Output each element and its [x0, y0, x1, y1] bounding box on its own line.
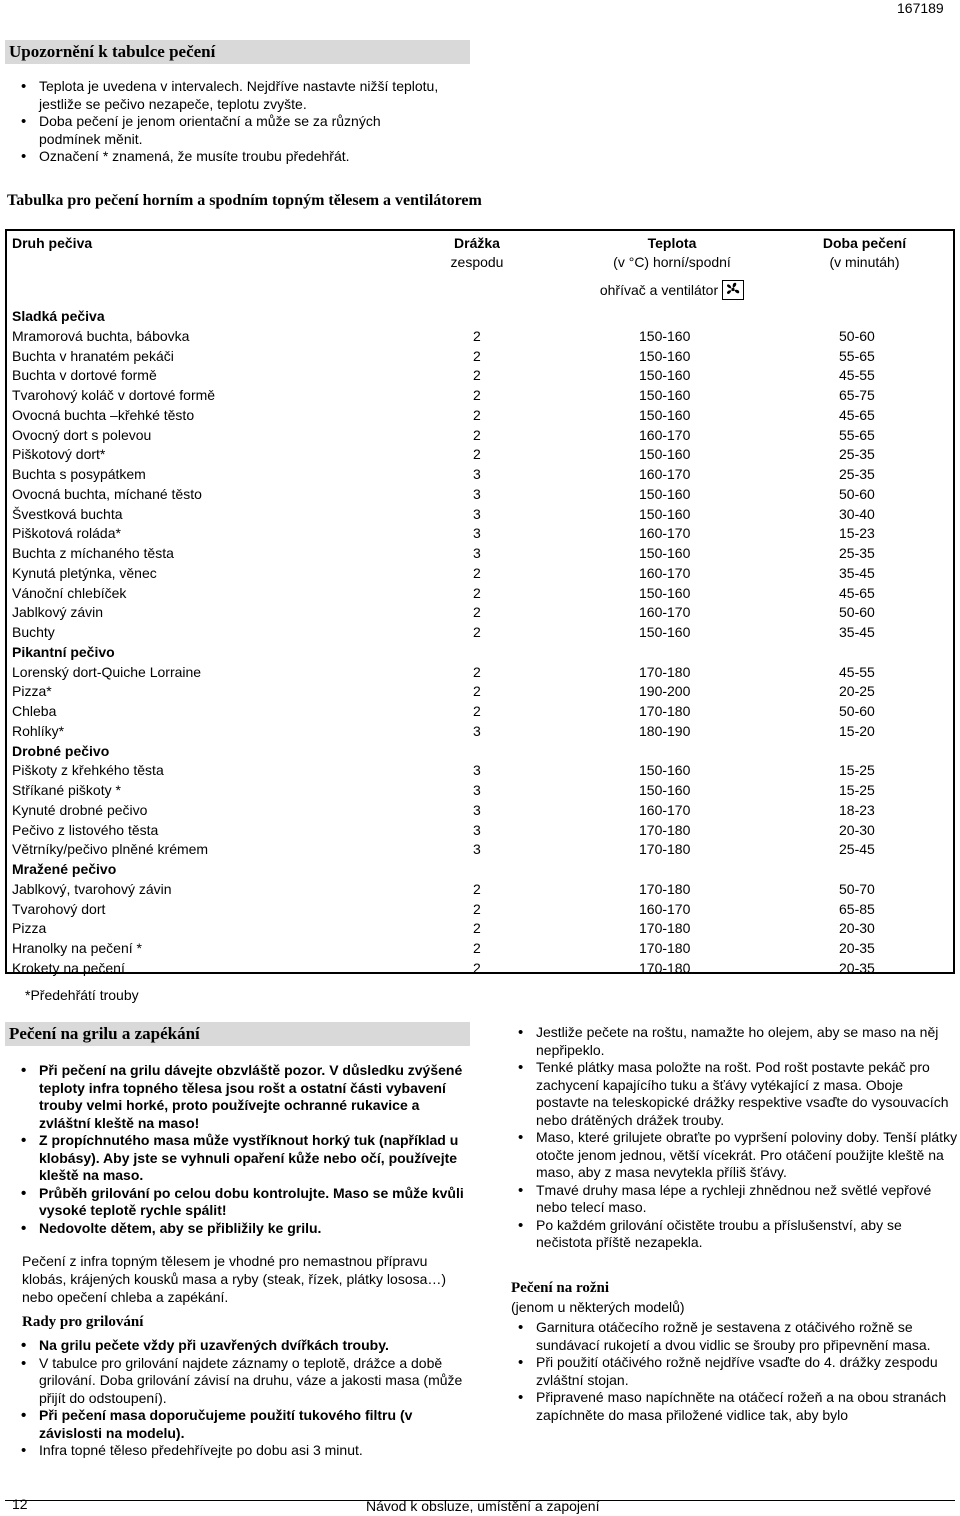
- grill-warning-item: • Nedovolte dětem, aby se přibližily ke grilu.: [5, 1220, 467, 1238]
- cell-temp: 150-160: [639, 387, 691, 403]
- table-row: [7, 919, 953, 939]
- cell-name: Buchta s posypátkem: [12, 466, 146, 482]
- cell-temp: 150-160: [639, 446, 691, 463]
- cell-temp: 150-160: [639, 327, 691, 344]
- cell-time: 15-25: [839, 762, 875, 779]
- cell-name: Chleba: [12, 703, 57, 719]
- table-row: [7, 623, 953, 643]
- cell-time: 45-55: [839, 367, 875, 384]
- table-row: [7, 327, 953, 347]
- header-time-label: Doba pečení: [822, 235, 907, 251]
- grill-warning-item: • Z propíchnutého masa může vystříknout horký tuk (například u klobásy). Aby jste se vyhnuli opaření kůže nebo očí, používejte kleště na maso.: [5, 1132, 467, 1185]
- cell-name: Jablkový závin: [12, 604, 104, 621]
- cell-name: Drobné pečivo: [12, 742, 110, 759]
- grill-advice-title: Rady pro grilování: [22, 1314, 144, 1330]
- cell-name: Mražené pečivo: [12, 861, 117, 877]
- cell-name: Větrníky/pečivo plněné krémem: [12, 841, 209, 858]
- table-category-row: [7, 860, 953, 880]
- cell-slot: 2: [473, 880, 481, 897]
- cell-name: Krokety na pečení: [12, 959, 125, 976]
- cell-name: Ovocná buchta, míchané těsto: [12, 485, 202, 502]
- table-row: [7, 386, 953, 406]
- table-row: [7, 682, 953, 702]
- note-item: • Teplota je uvedena v intervalech. Nejdříve nastavte nižší teplotu, jestliže se pečivo nezapeče, teplotu zvyšte.: [5, 78, 445, 113]
- cell-slot: 3: [473, 821, 481, 838]
- cell-slot: 3: [473, 841, 481, 858]
- grill-paragraph: Pečení z infra topným tělesem je vhodné pro nemastnou přípravu klobás, krájených kousků masa a ryby (steak, řízek, plátky lososa…) nebo opečení chleba a zapékání.: [22, 1253, 447, 1305]
- cell-time: 25-35: [839, 446, 875, 463]
- cell-time: 50-60: [839, 604, 875, 621]
- table-row: [7, 505, 953, 525]
- cell-time: 45-65: [839, 584, 875, 601]
- grill-advice-list: [5, 1337, 469, 1460]
- table-header: [7, 231, 953, 307]
- cell-temp: 160-170: [639, 466, 691, 482]
- cell-name: Mramorová buchta, bábovka: [12, 327, 190, 344]
- table-row: [7, 722, 953, 742]
- table-row: [7, 564, 953, 584]
- cell-slot: 2: [473, 327, 481, 344]
- table-row: [7, 702, 953, 722]
- cell-slot: 2: [473, 663, 481, 680]
- rotisserie-list: [502, 1319, 958, 1424]
- cell-temp: 160-170: [639, 564, 691, 581]
- cell-time: 20-30: [839, 920, 875, 937]
- grill-advice-item: • Infra topné těleso předehřívejte po dobu asi 3 minut.: [5, 1442, 469, 1460]
- cell-time: 15-20: [839, 722, 875, 739]
- grill-warnings: [5, 1062, 467, 1237]
- table-row: [7, 663, 953, 683]
- cell-slot: 2: [473, 387, 481, 403]
- cell-temp: 160-170: [639, 604, 691, 621]
- cell-name: Vánoční chlebíček: [12, 584, 127, 601]
- table-row: [7, 366, 953, 386]
- cell-time: 50-60: [839, 327, 875, 344]
- cell-time: 15-25: [839, 782, 875, 798]
- header-temp: [577, 234, 767, 300]
- table-row: [7, 406, 953, 426]
- cell-temp: 150-160: [639, 406, 691, 423]
- cell-slot: 3: [473, 801, 481, 818]
- cell-slot: 2: [473, 446, 481, 463]
- cell-temp: 180-190: [639, 722, 691, 739]
- cell-time: 65-75: [839, 387, 875, 403]
- preheat-note: *Předehřátí trouby: [25, 987, 139, 1003]
- table-body: [7, 307, 953, 979]
- cell-time: 15-23: [839, 525, 875, 542]
- grill-advice-item: • Na grilu pečete vždy při uzavřených dvířkách trouby.: [5, 1337, 469, 1355]
- header-temp-mode: ohřívač a ventilátor: [599, 282, 719, 298]
- grill-tip-item: • Jestliže pečete na roštu, namažte ho olejem, aby se maso na něj nepřipeklo.: [502, 1024, 958, 1059]
- table-category-row: [7, 742, 953, 762]
- cell-slot: 2: [473, 426, 481, 443]
- cell-time: 45-65: [839, 406, 875, 423]
- cell-temp: 150-160: [639, 545, 691, 561]
- grill-tip-item: • Tmavé druhy masa lépe a rychleji zhnědnou než světlé vepřové nebo telecí maso.: [502, 1182, 958, 1217]
- note-item: • Doba pečení je jenom orientační a může se za různých podmínek měnit.: [5, 113, 445, 148]
- cell-time: 50-60: [839, 703, 875, 719]
- cell-temp: 170-180: [639, 703, 691, 719]
- grill-advice-item: • V tabulce pro grilování najdete záznamy o teplotě, drážce a době grilování. Doba grilování závisí na druhu, váze a jakosti masa (může přijít do odstoupení).: [5, 1355, 469, 1408]
- cell-time: 55-65: [839, 347, 875, 364]
- cell-temp: 150-160: [639, 762, 691, 779]
- cell-time: 45-55: [839, 663, 875, 680]
- cell-name: Pizza*: [12, 683, 52, 700]
- table-row: [7, 485, 953, 505]
- header-time-sub: (v minutáh): [829, 254, 900, 270]
- cell-time: 20-35: [839, 959, 875, 976]
- cell-name: Pikantní pečivo: [12, 643, 115, 660]
- cell-temp: 170-180: [639, 841, 691, 858]
- rotisserie-item: • Garnitura otáčecího rožně je sestavena z otáčivého rožně se sundávací rukojetí a dvou vidlic se šrouby pro připevnění masa.: [502, 1319, 958, 1354]
- header-type: Druh pečiva: [12, 235, 93, 251]
- cell-temp: 150-160: [639, 367, 691, 384]
- cell-slot: 3: [473, 762, 481, 779]
- cell-temp: 150-160: [639, 505, 691, 522]
- cell-slot: 3: [473, 525, 481, 542]
- document-id: 167189: [897, 0, 944, 16]
- cell-temp: 150-160: [639, 347, 691, 364]
- cell-name: Kynutá pletýnka, věnec: [12, 564, 157, 581]
- cell-time: 65-85: [839, 900, 875, 917]
- cell-slot: 2: [473, 900, 481, 917]
- cell-temp: 160-170: [639, 426, 691, 443]
- cell-temp: 150-160: [639, 485, 691, 502]
- note-item: • Označení * znamená, že musíte troubu předehřát.: [5, 148, 445, 166]
- grill-tip-item: • Tenké plátky masa položte na rošt. Pod rošt postavte pekáč pro zachycení kapajícího tuku a šťávy vytékající z masa. Oboje postavte na teleskopické drážky respektive vsaďte do vysouvacích nebo drátěných drážek trouby.: [502, 1059, 958, 1129]
- grill-tips-list: [502, 1024, 958, 1252]
- cell-time: 35-45: [839, 624, 875, 640]
- cell-time: 20-30: [839, 821, 875, 838]
- cell-temp: 150-160: [639, 624, 691, 640]
- cell-name: Švestková buchta: [12, 505, 123, 522]
- cell-name: Ovocný dort s polevou: [12, 426, 152, 443]
- table-title: Tabulka pro pečení horním a spodním topným tělesem a ventilátorem: [7, 192, 482, 209]
- cell-time: 18-23: [839, 801, 875, 818]
- footer-title: Návod k obsluze, umístění a zapojení: [366, 1498, 600, 1514]
- table-row: [7, 761, 953, 781]
- page-number: 12: [12, 1496, 28, 1512]
- cell-slot: 2: [473, 347, 481, 364]
- cell-name: Rohlíky*: [12, 722, 65, 739]
- cell-name: Hranolky na pečení *: [12, 940, 142, 956]
- notes-list: [5, 78, 445, 166]
- cell-time: 50-70: [839, 880, 875, 897]
- cell-slot: 2: [473, 940, 481, 956]
- header-slot-sub: zespodu: [450, 254, 504, 270]
- cell-temp: 150-160: [639, 584, 691, 601]
- header-temp-sub: (v °C) horní/spodní: [613, 254, 731, 270]
- cell-name: Pizza: [12, 920, 47, 937]
- header-temp-label: Teplota: [647, 235, 697, 251]
- cell-temp: 170-180: [639, 880, 691, 897]
- cell-name: Jablkový, tvarohový závin: [12, 880, 172, 897]
- cell-slot: 3: [473, 505, 481, 522]
- table-category-row: [7, 307, 953, 327]
- cell-slot: 2: [473, 584, 481, 601]
- cell-name: Sladká pečiva: [12, 308, 105, 324]
- table-row: [7, 801, 953, 821]
- cell-temp: 160-170: [639, 525, 691, 542]
- grill-warning-item: • Průběh grilování po celou dobu kontrolujte. Maso se může kvůli vysoké teplotě rychle spálit!: [5, 1185, 467, 1220]
- cell-name: Piškoty z křehkého těsta: [12, 762, 164, 779]
- grill-tip-item: • Po každém grilování očistěte troubu a příslušenství, aby se nečistota příště nezapekla.: [502, 1217, 958, 1252]
- cell-slot: 2: [473, 920, 481, 937]
- table-category-row: [7, 643, 953, 663]
- table-row: [7, 880, 953, 900]
- cell-temp: 170-180: [639, 821, 691, 838]
- cell-slot: 3: [473, 722, 481, 739]
- grill-warning-item: • Při pečení na grilu dávejte obzvláště pozor. V důsledku zvýšené teploty infra topného tělesa jsou rošt a ostatní části vybavení trouby velmi horké, proto používejte ochranné rukavice a zvláštní kleště na maso!: [5, 1062, 467, 1132]
- rotisserie-item: • Připravené maso napíchněte na otáčecí rožeň a na obou stranách zapíchněte do masa přiložené vidlice tak, aby bylo: [502, 1389, 958, 1424]
- cell-name: Ovocná buchta –křehké těsto: [12, 406, 195, 423]
- cell-time: 25-35: [839, 466, 875, 482]
- cell-name: Buchta v hranatém pekáči: [12, 347, 174, 364]
- cell-name: Buchta z míchaného těsta: [12, 545, 174, 561]
- cell-slot: 2: [473, 367, 481, 384]
- cell-temp: 160-170: [639, 801, 691, 818]
- fan-icon: [722, 280, 744, 300]
- cell-time: 55-65: [839, 426, 875, 443]
- cell-name: Buchty: [12, 624, 55, 640]
- table-row: [7, 465, 953, 485]
- table-row: [7, 781, 953, 801]
- notes-title: Upozornění k tabulce pečení: [5, 40, 470, 64]
- rotisserie-title: Pečení na rožni: [511, 1280, 610, 1296]
- cell-name: Tvarohový koláč v dortové formě: [12, 387, 216, 403]
- cell-name: Pečivo z listového těsta: [12, 821, 159, 838]
- cell-name: Tvarohový dort: [12, 900, 106, 917]
- cell-slot: 3: [473, 782, 481, 798]
- table-row: [7, 445, 953, 465]
- cell-slot: 2: [473, 604, 481, 621]
- cell-name: Piškotový dort*: [12, 446, 106, 463]
- header-time: [777, 234, 952, 272]
- cell-time: 20-25: [839, 683, 875, 700]
- table-row: [7, 426, 953, 446]
- cell-temp: 150-160: [639, 782, 691, 798]
- table-row: [7, 959, 953, 979]
- header-slot-label: Drážka: [454, 235, 500, 251]
- cell-time: 25-35: [839, 545, 875, 561]
- cell-time: 35-45: [839, 564, 875, 581]
- cell-slot: 3: [473, 466, 481, 482]
- cell-name: Stříkané piškoty *: [12, 782, 121, 798]
- cell-slot: 2: [473, 406, 481, 423]
- cell-temp: 170-180: [639, 920, 691, 937]
- cell-temp: 170-180: [639, 959, 691, 976]
- table-row: [7, 584, 953, 604]
- grill-tip-item: • Maso, které grilujete obraťte po vypršení poloviny doby. Tenší plátky otočte jenom jednou, větší vícekrát. Pro otáčení použijte kleště na maso, aby z masa nevytekla příliš šťávy.: [502, 1129, 958, 1182]
- cell-slot: 2: [473, 959, 481, 976]
- table-row: [7, 544, 953, 564]
- cell-name: Buchta v dortové formě: [12, 367, 157, 384]
- cell-temp: 190-200: [639, 683, 691, 700]
- cell-name: Lorenský dort-Quiche Lorraine: [12, 663, 202, 680]
- grill-title: Pečení na grilu a zapékání: [5, 1022, 470, 1046]
- table-row: [7, 939, 953, 959]
- table-row: [7, 524, 953, 544]
- table-row: [7, 347, 953, 367]
- rotisserie-item: • Při použití otáčivého rožně nejdříve vsaďte do 4. drážky zespodu zvláštní stojan.: [502, 1354, 958, 1389]
- cell-time: 25-45: [839, 841, 875, 858]
- cell-slot: 2: [473, 683, 481, 700]
- rotisserie-subtitle: (jenom u některých modelů): [511, 1299, 685, 1315]
- cell-slot: 3: [473, 545, 481, 561]
- cell-slot: 2: [473, 564, 481, 581]
- table-row: [7, 603, 953, 623]
- table-row: [7, 821, 953, 841]
- cell-slot: 3: [473, 485, 481, 502]
- cell-temp: 170-180: [639, 940, 691, 956]
- table-row: [7, 900, 953, 920]
- table-row: [7, 840, 953, 860]
- cell-slot: 2: [473, 624, 481, 640]
- grill-advice-item: • Při pečení masa doporučujeme použití tukového filtru (v závislosti na modelu).: [5, 1407, 469, 1442]
- cell-temp: 170-180: [639, 663, 691, 680]
- cell-time: 50-60: [839, 485, 875, 502]
- cell-name: Kynuté drobné pečivo: [12, 801, 148, 818]
- cell-time: 30-40: [839, 505, 875, 522]
- header-slot: [427, 234, 527, 272]
- cell-name: Piškotová roláda*: [12, 525, 121, 542]
- cell-slot: 2: [473, 703, 481, 719]
- baking-table: [5, 229, 955, 974]
- cell-time: 20-35: [839, 940, 875, 956]
- cell-temp: 160-170: [639, 900, 691, 917]
